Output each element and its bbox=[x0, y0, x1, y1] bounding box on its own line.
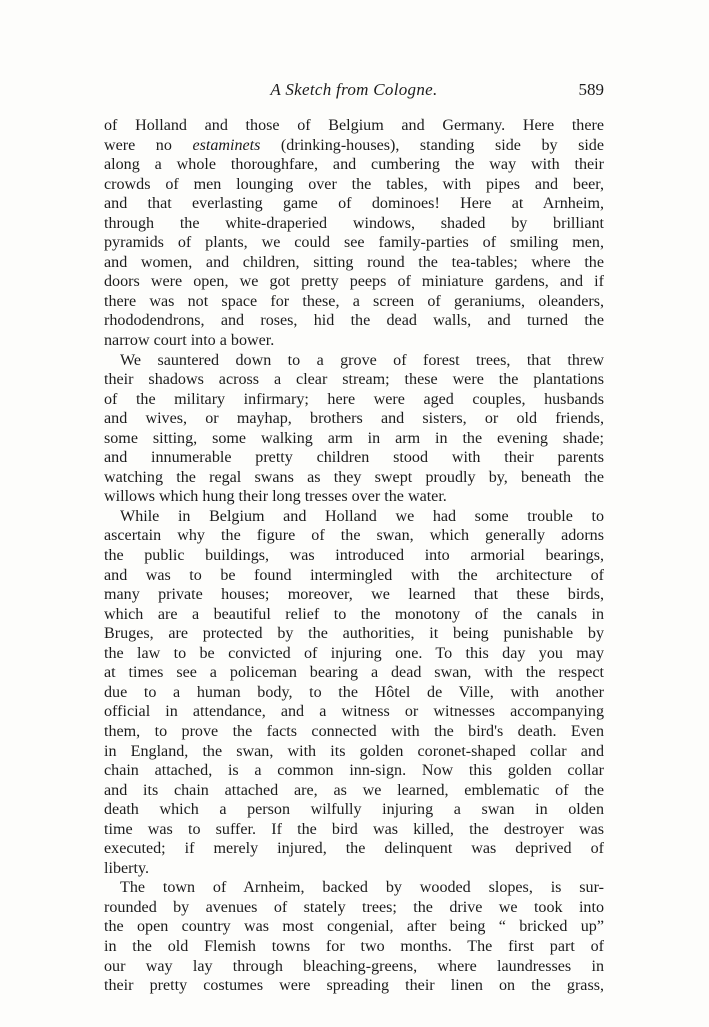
text-line: were no estaminets (drinking-houses), standing side by side bbox=[104, 136, 604, 154]
body-text bbox=[104, 116, 604, 996]
text-line: willows which hung their long tresses over the water. bbox=[104, 488, 447, 506]
text-line: of the military infirmary; here were aged couples, husbands bbox=[104, 390, 604, 408]
page-number: 589 bbox=[578, 80, 604, 99]
text-line: along a whole thoroughfare, and cumbering the way with their bbox=[104, 156, 604, 174]
text-line: their pretty costumes were spreading their linen on the grass, bbox=[104, 977, 604, 995]
running-title: A Sketch from Cologne. bbox=[270, 80, 438, 99]
text-line: and was to be found intermingled with the architecture of bbox=[104, 566, 604, 584]
text-line: official in attendance, and a witness or witnesses accompanying bbox=[104, 703, 604, 721]
text-line: rounded by avenues of stately trees; the drive we took into bbox=[104, 898, 604, 916]
text-line: and innumerable pretty children stood with their parents bbox=[104, 449, 604, 467]
running-head bbox=[104, 80, 604, 102]
text-line: death which a person wilfully injuring a swan in olden bbox=[104, 801, 604, 819]
text-line: ascertain why the figure of the swan, which generally adorns bbox=[104, 527, 604, 545]
text-line: them, to prove the facts connected with the bird's death. Even bbox=[104, 722, 604, 740]
text-line: many private houses; moreover, we learned that these birds, bbox=[104, 586, 604, 604]
text-line: which are a beautiful relief to the monotony of the canals in bbox=[104, 605, 604, 623]
text-line: their shadows across a clear stream; these were the plantations bbox=[104, 371, 604, 389]
text-line: the open country was most congenial, after being “ bricked up” bbox=[104, 918, 604, 936]
paragraph bbox=[104, 878, 604, 995]
text-line: in England, the swan, with its golden coronet-shaped collar and bbox=[104, 742, 604, 760]
text-line: We sauntered down to a grove of forest trees, that threw bbox=[120, 351, 604, 369]
text-line: pyramids of plants, we could see family-parties of smiling men, bbox=[104, 234, 604, 252]
paragraph bbox=[104, 351, 604, 507]
paragraph bbox=[104, 507, 604, 878]
text-line: the law to be convicted of injuring one. To this day you may bbox=[104, 644, 604, 662]
italic-term: estaminets bbox=[192, 136, 261, 154]
text-line: due to a human body, to the Hôtel de Ville, with another bbox=[104, 683, 604, 701]
text-line: and women, and children, sitting round the tea-tables; where the bbox=[104, 253, 604, 271]
text-line: doors were open, we got pretty peeps of miniature gardens, and if bbox=[104, 273, 604, 291]
text-line: The town of Arnheim, backed by wooded slopes, is sur- bbox=[120, 879, 604, 897]
text-line: of Holland and those of Belgium and Germany. Here there bbox=[104, 117, 604, 134]
text-line: narrow court into a bower. bbox=[104, 332, 275, 350]
text-line: rhododendrons, and roses, hid the dead walls, and turned the bbox=[104, 312, 604, 330]
text-line: at times see a policeman bearing a dead swan, with the respect bbox=[104, 664, 604, 682]
text-line: through the white-draperied windows, shaded by brilliant bbox=[104, 214, 604, 232]
text-line: executed; if merely injured, the delinquent was deprived of bbox=[104, 840, 604, 858]
text-line: our way lay through bleaching-greens, where laundresses in bbox=[104, 957, 604, 975]
text-line: there was not space for these, a screen of geraniums, oleanders, bbox=[104, 292, 604, 310]
text-line: time was to suffer. If the bird was killed, the destroyer was bbox=[104, 820, 604, 838]
text-line: chain attached, is a common inn-sign. Now this golden collar bbox=[104, 762, 604, 780]
text-line: and its chain attached are, as we learned, emblematic of the bbox=[104, 781, 604, 799]
text-line: in the old Flemish towns for two months. The first part of bbox=[104, 937, 604, 955]
paragraph bbox=[104, 116, 604, 351]
text-line: and wives, or mayhap, brothers and sisters, or old friends, bbox=[104, 410, 604, 428]
text-line: some sitting, some walking arm in arm in the evening shade; bbox=[104, 429, 604, 447]
text-line: crowds of men lounging over the tables, with pipes and beer, bbox=[104, 175, 604, 193]
text-line: the public buildings, was introduced into armorial bearings, bbox=[104, 547, 604, 565]
text-line: watching the regal swans as they swept proudly by, beneath the bbox=[104, 468, 604, 486]
text-line: While in Belgium and Holland we had some trouble to bbox=[120, 507, 604, 525]
text-line: and that everlasting game of dominoes! Here at Arnheim, bbox=[104, 195, 604, 213]
text-line: liberty. bbox=[104, 859, 149, 877]
text-line: Bruges, are protected by the authorities, it being punishable by bbox=[104, 625, 604, 643]
